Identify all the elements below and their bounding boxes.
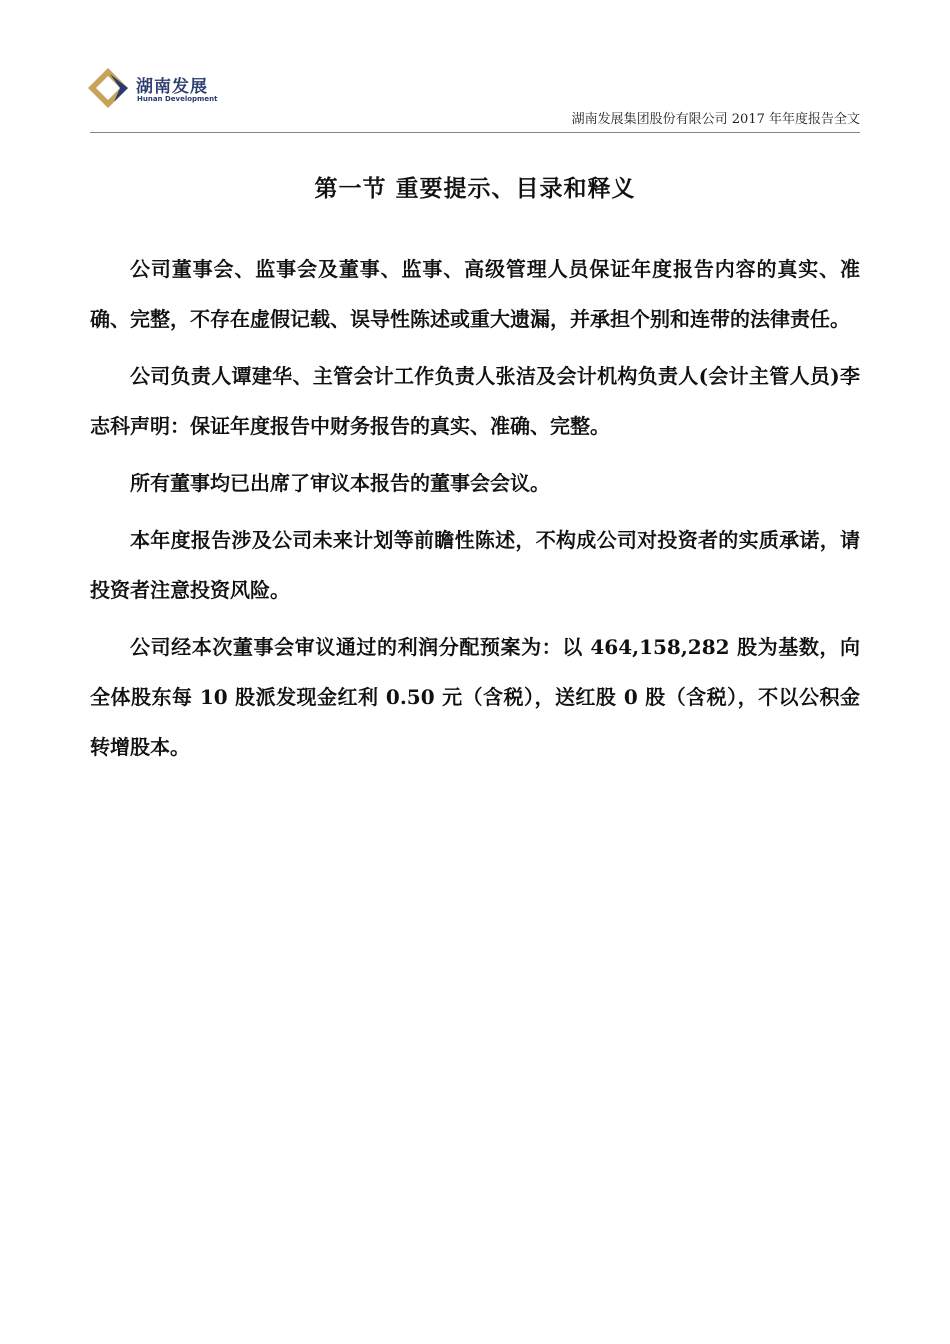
paragraph-responsibility-statement: 公司董事会、监事会及董事、监事、高级管理人员保证年度报告内容的真实、准确、完整，不存在虚假记载、误导性陈述或重大遗漏，并承担个别和连带的法律责任。 (90, 257, 860, 331)
paragraph-board-attendance: 所有董事均已出席了审议本报告的董事会会议。 (130, 471, 550, 495)
paragraph-profit-distribution: 公司经本次董事会审议通过的利润分配预案为：以 464,158,282 股为基数，向全体股东每 10 股派发现金红利 0.50 元（含税），送红股 0 股（含税），不以公积金转增股本。 (90, 635, 860, 759)
paragraph-financial-declaration: 公司负责人谭建华、主管会计工作负责人张洁及会计机构负责人(会计主管人员)李志科声明：保证年度报告中财务报告的真实、准确、完整。 (90, 364, 860, 438)
logo-diamond-icon (88, 68, 132, 108)
page-header (0, 0, 950, 135)
logo-text-en: Hunan Development (137, 95, 218, 103)
logo-text-cn: 湖南发展 (136, 77, 208, 97)
document-body (90, 244, 860, 779)
section-title: 第一节 重要提示、目录和释义 (314, 175, 636, 202)
header-divider (90, 132, 860, 133)
company-logo (88, 66, 228, 112)
running-header-title: 湖南发展集团股份有限公司 2017 年年度报告全文 (571, 112, 860, 127)
paragraph-forward-looking-risk: 本年度报告涉及公司未来计划等前瞻性陈述，不构成公司对投资者的实质承诺，请投资者注意投资风险。 (90, 528, 860, 602)
